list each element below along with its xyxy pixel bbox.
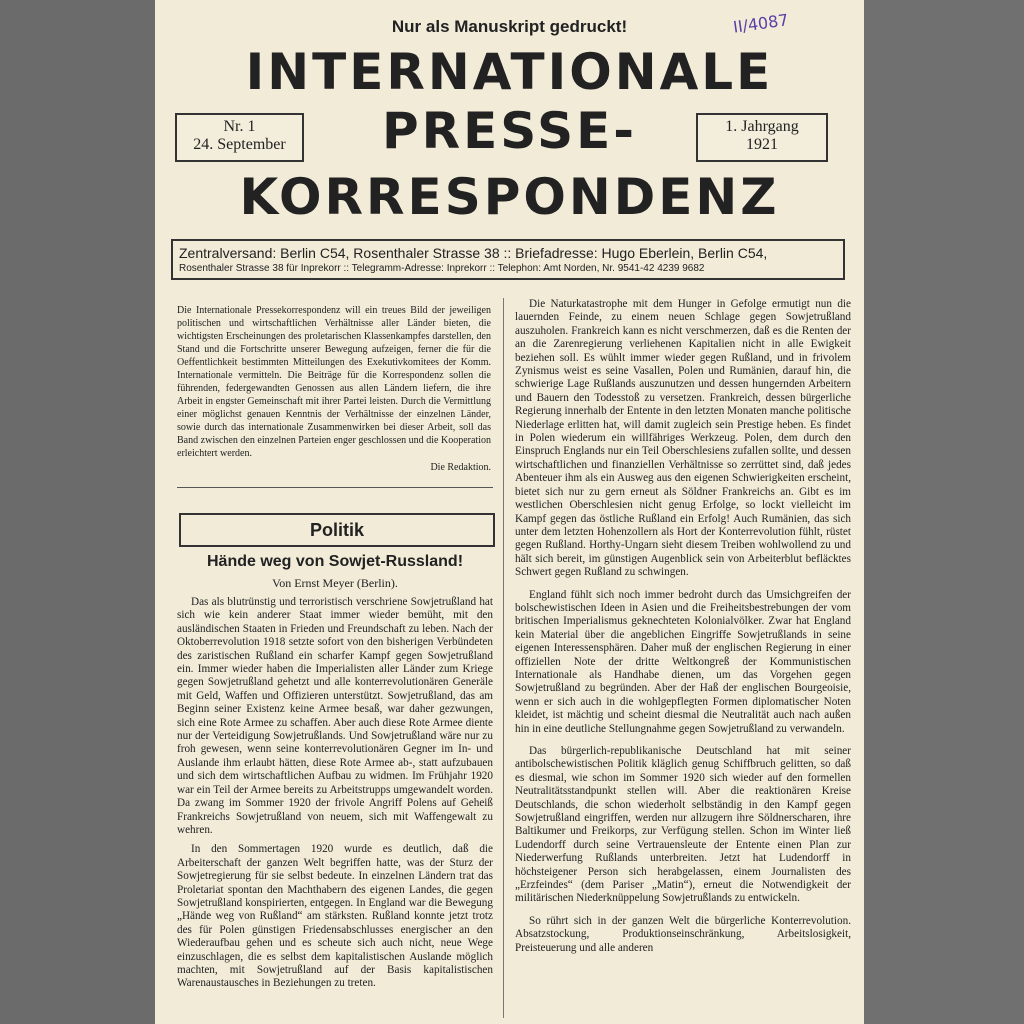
article-right-column (515, 298, 851, 964)
column-divider (503, 298, 504, 1018)
article-paragraph: Das als blutrünstig und terroristisch verschriene Sowjetrußland hat sich wie kein anderer Staat immer wieder bemüht, mit den ausländischen Staaten in Frieden und Freundschaft zu leben. Nach der Oktoberrevolution 1918 setzte sofort von den bisherigen Verbündeten des zaristischen Rußland ein scharfer Kampf gegen Sowjetrußland ein. Immer wieder haben die Imperialisten aller Länder zum Kriege gegen Sowjetrußland gehetzt und alle konterrevolutionären Generäle mit Geld, Waffen und Offizieren unterstützt. Sowjetrußland, das am Beginn seiner Existenz keine Armee besaß, war daher gezwungen, sich eine Rote Armee zu schaffen. Aber auch diese Rote Armee diente nur der Verteidigung Sowjetrußlands. Und Sowjetrußland wäre nur zu froh gewesen, wenn seine konterrevolutionären Gegner im In- und Auslande ihm erlaubt hätten, diese Rote Armee ab-, statt aufzubauen und sich dem wirtschaftlichen Aufbau zu widmen. Im Frühjahr 1920 war ein Teil der Armee bereits zu Arbeitstrupps umgewandelt worden. Da zwang im Sommer 1920 der frivole Angriff Polens auf Geheiß Frankreichs Sowjetrußland von neuem, sich mit Waffengewalt zu wehren. (177, 596, 493, 836)
issue-number: Nr. 1 (223, 118, 256, 135)
volume-year: 1921 (746, 136, 778, 153)
section-label: Politik (179, 513, 495, 547)
newspaper-page (155, 0, 864, 1024)
volume-label: 1. Jahrgang (725, 118, 799, 135)
scan-background-right (864, 0, 1024, 1024)
article-byline: Von Ernst Meyer (Berlin). (272, 576, 398, 590)
masthead-line-3: KORRESPONDENZ (239, 168, 780, 226)
intro-text: Die Internationale Pressekorrespondenz will ein treues Bild der jeweiligen politischen und wirtschaftlichen Verhältnisse aller Länder bieten, die wichtigsten Erscheinungen des proletarischen Klassenkampfes darstellen, den Stand und die Fortschritte unserer Bewegung aufzeigen, ferner die für die Oeffentlichkeit bestimmten Mitteilungen des Exekutivkomitees der Komm. Internationale vermitteln. Die Beiträge für die Korrespondenz sollen die führenden, federgewandten Genossen aus allen Ländern liefern, die ihre Arbeit in engster Gemeinschaft mit ihrer Partei leisten. Durch die Vermittlung einer möglichst genauen Kenntnis der Verhältnisse der einzelnen Länder, sowie durch das internationale Zusammenwirken bei dieser Arbeit, soll das Band zwischen den einzelnen Parteien enger geschlossen und die Kooperation erleichtert werden. (177, 305, 491, 459)
article-paragraph: Das bürgerlich-republikanische Deutschland hat mit seiner antibolschewistischen Politik kläglich genug Schiffbruch gelitten, so daß es diesmal, wie schon im Sommer 1920 sich wieder auf den formellen Neutralitätsstandpunkt stellen will. Aber die reaktionären Kreise Deutschlands, die schon wiederholt selbständig in den Kampf gegen Sowjetrußland eingriffen, werden nur allzugern ihre Söldnerscharen, ihre Baltikumer und Freikorps, zur Verfügung stellen. Schon im Winter ließ Ludendorff durch seine Vertrauensleute der Entente einen Plan zur Niederwerfung Rußlands unterbreiten. Jetzt hat Ludendorff in höchsteigener Person sich herabgelassen, einem Journalisten des „Erzfeindes“ (dem Pariser „Matin“), erneut die Notwendigkeit der militärischen Niederknüppelung Sowjetrußlands zu entwickeln. (515, 745, 851, 905)
article-paragraph: So rührt sich in der ganzen Welt die bürgerliche Konterrevolution. Absatzstockung, Produktionseinschränkung, Arbeitslosigkeit, Preisteuerung und alle anderen (515, 914, 851, 954)
article-paragraph: England fühlt sich noch immer bedroht durch das Umsichgreifen der bolschewistischen Ideen in Asien und die Freiheitsbestrebungen der vom britischen Imperialismus geknechteten Kolonialvölker. Zwar hat England kein Material über die angeblichen Eingriffe Sowjetrußlands in seine eigenen Interessensphären. Daher muß der englischen Regierung in einer offiziellen Note der dritte Weltkongreß der Kommunistischen Internationale als Handhabe dienen, um das Vorgehen gegen Sowjetrußland zu begründen. Aber der Haß der englischen Bourgeoisie, wenn er sich auch in die wohlgepflegten Formen diplomatischer Noten kleidet, ist mächtig und scheint diesmal die Neutralität auch nach außen hin in eine deutliche Stellungnahme gegen Sowjetrußland zu verwandeln. (515, 588, 851, 735)
article-headline: Hände weg von Sowjet-Russland! (206, 553, 464, 570)
address-line-1: Zentralversand: Berlin C54, Rosenthaler Strasse 38 :: Briefadresse: Hugo Eberlein, Berlin C54, (179, 245, 768, 261)
intro-divider (177, 487, 493, 488)
tagline: Nur als Manuskript gedruckt! (391, 17, 628, 36)
masthead-line-1: INTERNATIONALE (245, 43, 774, 101)
editorial-intro (177, 304, 491, 474)
scan-background-left (0, 0, 155, 1024)
article-paragraph: Die Naturkatastrophe mit dem Hunger in Gefolge ermutigt nun die lauernden Feinde, zu einem neuen Schlage gegen Sowjetrußland auszuholen. Frankreich kann es nicht verschmerzen, daß es die Renten der an die Zarenregierung verliehenen Kapitalien nicht in alle Ewigkeit beziehen soll. Es wühlt immer wieder gegen Rußland, und in frivolem Zynismus weist es seine Vasallen, Polen und Rumänien, darauf hin, die schwierige Lage Rußlands auszunutzen und dessen hungernden Arbeitern und Bauern den Todesstoß zu versetzen. Frankreich, dessen bürgerliche Regierung innerhalb der Entente in den letzten Monaten manche politische Niederlage erlitten hat, will damit zugleich sein Prestige heben. Es findet in Polen wiederum ein willfähriges Werkzeug. Polen, dem durch den Einspruch Englands nur ein Teil Oberschlesiens zufallen sollte, und dessen wirtschaftlichen und finanziellen Verhältnisse so zerrüttet sind, daß jedes Abenteuer ihm als ein Ausweg aus den eigenen Schwierigkeiten erscheint, bietet sich nur zu gern erneut als Söldner Frankreichs an. Gibt es im westlichen Oberschlesien nicht genug Erfolge, so lockt vielleicht im Kampf gegen das östliche Rußland ein Erfolg! Auch Rumänien, das sich unter dem letzten Hohenzollern als Hort der Konterrevolution fühlt, rüstet gegen Rußland. Horthy-Ungarn sieht diesem Treiben wohlwollend zu und hält sich bereit, im günstigen Augenblick sein von Arbeiterblut befläcktes Schwert gegen Rußland zu schwingen. (515, 298, 851, 579)
issue-date: 24. September (193, 136, 286, 153)
masthead-line-2: PRESSE- (382, 102, 637, 160)
address-box (171, 239, 845, 280)
article-left-column (177, 596, 493, 997)
handwritten-archive-mark: II/4087 (731, 10, 790, 37)
issue-box (175, 113, 304, 162)
intro-signature: Die Redaktion. (430, 462, 491, 473)
address-line-2: Rosenthaler Strasse 38 für Inprekorr :: Telegramm-Adresse: Inprekorr :: Telephon: Amt Norden, Nr. 9541-42 4239 9682 (179, 263, 705, 274)
volume-box (696, 113, 828, 162)
article-paragraph: In den Sommertagen 1920 wurde es deutlich, daß die Arbeiterschaft der ganzen Welt begriffen hatte, was der Sturz der Sowjetregierung für sie selbst bedeute. In einzelnen Ländern trat das Proletariat spontan den Machthabern des eigenen Landes, die gegen Sowjetrußland konspirierten, entgegen. In England war die Bewegung „Hände weg von Rußland“ am stärksten. Rußland konnte jetzt trotz des für Polen günstigen Friedensabschlusses energischer an den Wiederaufbau gehen und es scheute sich auch nicht, neue Wege einzuschlagen, die es selbst dem kapitalistischen Auslande möglich machten, mit Sowjetrußland auf der Basis kapitalistischen Warenaustausches in Beziehungen zu treten. (177, 843, 493, 990)
